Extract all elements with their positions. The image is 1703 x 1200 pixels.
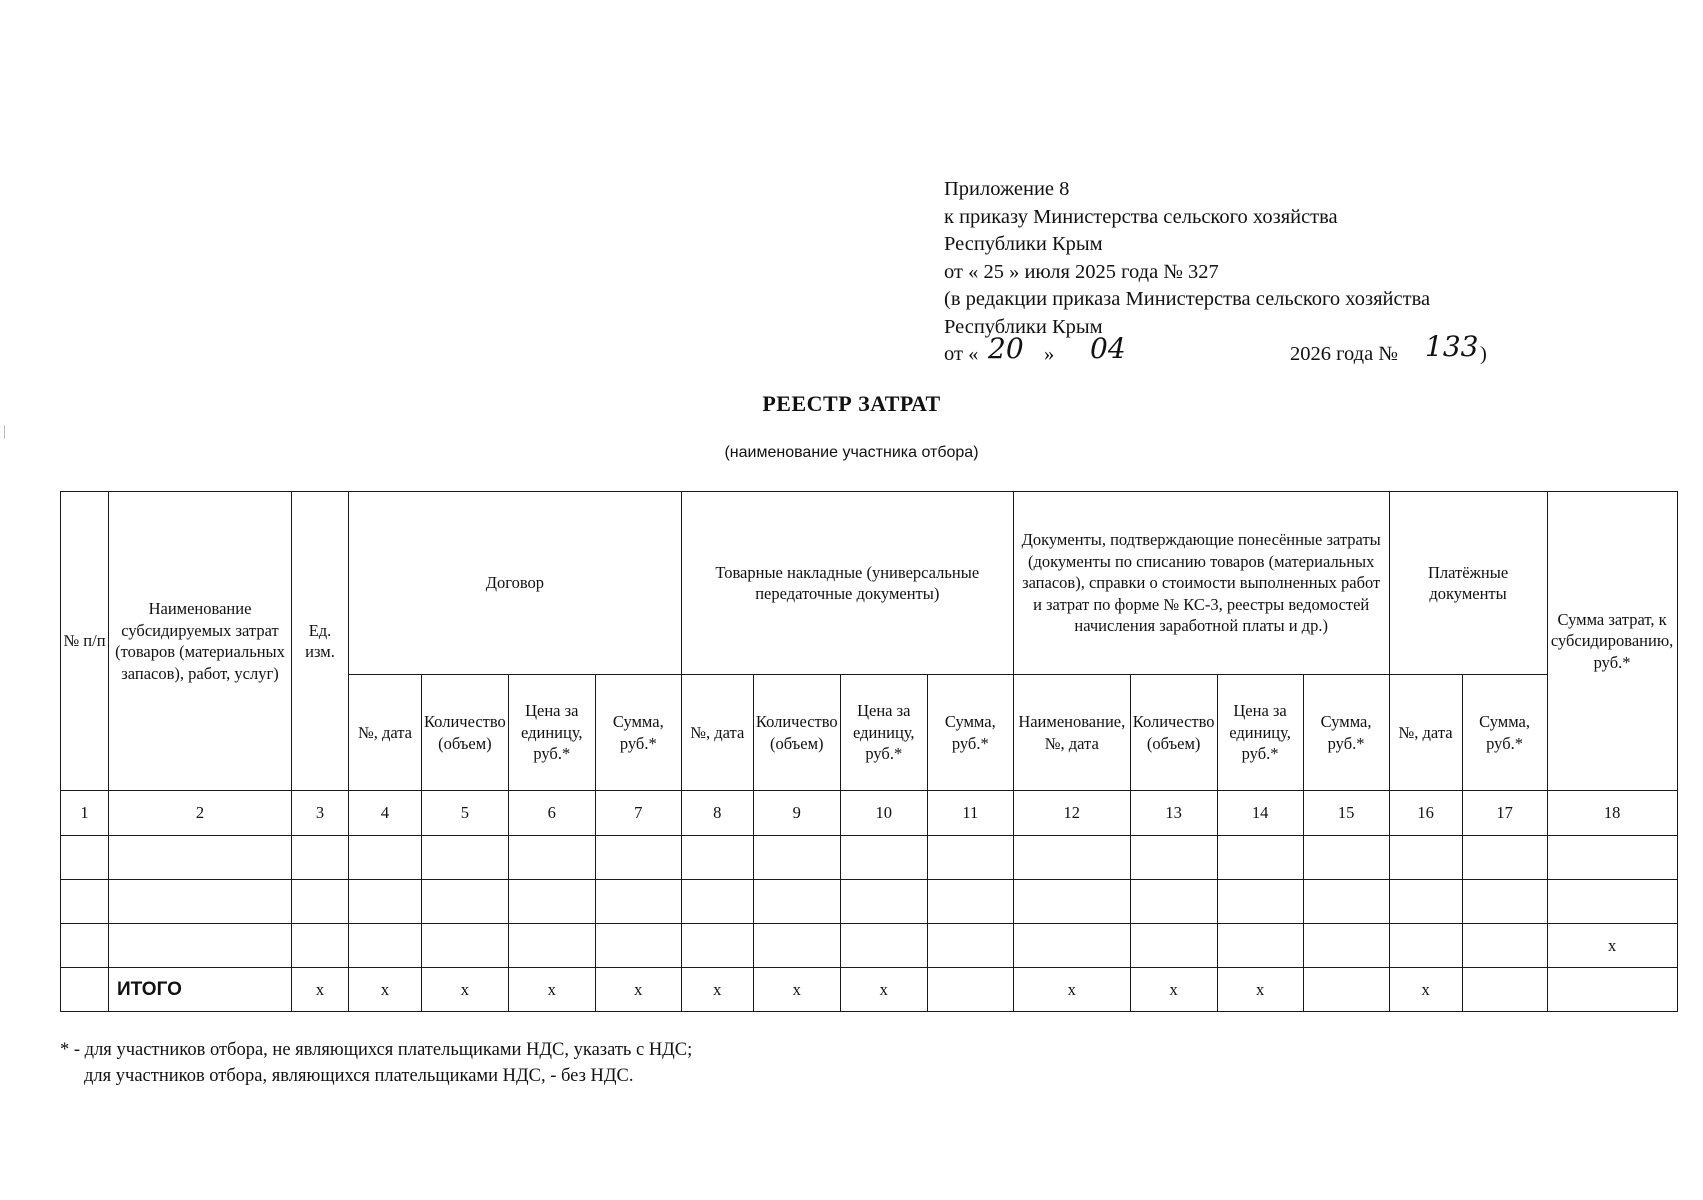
table-cell [61,880,109,924]
total-cell: x [681,968,753,1012]
header-supporting-docs: Документы, подтверждающие понесённые затраты (документы по списанию товаров (материальных запасов), справки о стоимости выполненных работ и затрат по форме № КС-3, реестры ведомостей начисления заработной платы и др.) [1013,492,1389,675]
sub-invoice-price: Цена за единицу, руб.* [840,675,927,791]
table-row [61,836,1678,880]
revision-note: (в редакции приказа Министерства сельского хозяйства [944,288,1431,310]
footnote-line-2: для участников отбора, являющихся плательщиками НДС, - без НДС. [84,1066,634,1086]
table-cell [109,924,292,968]
table-cell [595,836,681,880]
handwritten-day: 20 [988,332,1024,365]
table-cell [595,924,681,968]
table-cell [422,880,509,924]
total-cell: x [840,968,927,1012]
sub-invoice-sum: Сумма, руб.* [927,675,1013,791]
table-cell [1462,836,1547,880]
table-cell [595,880,681,924]
total-cell: x [753,968,840,1012]
table-cell [1389,836,1462,880]
order-reference: к приказу Министерства сельского хозяйства [944,205,1338,228]
column-number: 6 [508,791,595,836]
column-number-row [61,791,1678,836]
order-date: от « 25 » июля 2025 года № 327 [944,260,1219,283]
table-cell [1013,836,1130,880]
sub-doc-qty: Количество (объем) [1130,675,1217,791]
table-cell [109,836,292,880]
total-row [61,968,1678,1012]
participant-name-caption: (наименование участника отбора) [724,444,979,461]
table-cell [1547,836,1677,880]
column-number: 17 [1462,791,1547,836]
table-cell [61,924,109,968]
table-cell [1217,880,1303,924]
handwritten-order-number: 133 [1425,330,1479,363]
total-cell [1547,968,1677,1012]
column-number: 12 [1013,791,1130,836]
sub-payment-no: №, дата [1389,675,1462,791]
revision-close: ) [1480,343,1487,365]
document-title: РЕЕСТР ЗАТРАТ [762,391,941,416]
sub-payment-sum: Сумма, руб.* [1462,675,1547,791]
column-number: 4 [349,791,422,836]
header-cost-name: Наименование субсидируемых затрат (товаров (материальных запасов), работ, услуг) [109,492,292,791]
appendix-header [944,176,1487,369]
column-number: 18 [1547,791,1677,836]
sub-doc-sum: Сумма, руб.* [1303,675,1389,791]
revision-date-mid: » [1044,343,1055,365]
table-cell [1303,924,1389,968]
table-row [61,880,1678,924]
table-cell [1013,924,1130,968]
sub-contract-price: Цена за единицу, руб.* [508,675,595,791]
header-contract: Договор [349,492,682,675]
handwritten-month: 04 [1090,332,1126,365]
total-cell: x [1013,968,1130,1012]
header-unit: Ед. изм. [292,492,349,791]
revision-region: Республики Крым [944,315,1103,338]
table-cell [753,836,840,880]
column-number: 10 [840,791,927,836]
table-cell [292,836,349,880]
column-number: 8 [681,791,753,836]
table-cell [422,924,509,968]
table-cell [927,880,1013,924]
table-cell [681,836,753,880]
table-cell [1013,880,1130,924]
table-cell [109,880,292,924]
column-number: 14 [1217,791,1303,836]
total-label: ИТОГО [109,968,292,1012]
sub-contract-no: №, дата [349,675,422,791]
total-cell: x [1389,968,1462,1012]
table-cell [1130,880,1217,924]
table-cell [508,924,595,968]
total-cell: x [1130,968,1217,1012]
revision-date-prefix: от « [944,343,979,365]
column-number: 1 [61,791,109,836]
table-cell [927,924,1013,968]
header-total-sum: Сумма затрат, к субсидированию, руб.* [1547,492,1677,791]
table-cell [840,880,927,924]
total-cell [1462,968,1547,1012]
column-number: 3 [292,791,349,836]
column-number: 13 [1130,791,1217,836]
total-cell [1303,968,1389,1012]
table-cell [292,924,349,968]
header-row-1 [61,492,1678,675]
sub-doc-name: Наименование, №, дата [1013,675,1130,791]
table-row [61,924,1678,968]
revision-date-line [944,330,1487,369]
table-cell [1462,924,1547,968]
total-cell: x [1217,968,1303,1012]
total-cell: x [422,968,509,1012]
table-cell [681,924,753,968]
sub-contract-sum: Сумма, руб.* [595,675,681,791]
table-cell [292,880,349,924]
sub-contract-qty: Количество (объем) [422,675,509,791]
table-cell [753,880,840,924]
header-payments: Платёжные документы [1389,492,1547,675]
table-cell [1130,924,1217,968]
sub-invoice-qty: Количество (объем) [753,675,840,791]
table-cell [61,968,109,1012]
table-cell [681,880,753,924]
appendix-number: Приложение 8 [944,178,1070,200]
table-cell-x: x [1547,924,1677,968]
table-cell [1389,924,1462,968]
table-cell [61,836,109,880]
total-cell: x [508,968,595,1012]
column-number: 5 [422,791,509,836]
table-cell [1130,836,1217,880]
table-cell [508,836,595,880]
table-cell [349,924,422,968]
table-cell [1389,880,1462,924]
header-num: № п/п [61,492,109,791]
table-cell [1462,880,1547,924]
column-number: 9 [753,791,840,836]
table-cell [1217,924,1303,968]
table-cell [927,836,1013,880]
column-number: 11 [927,791,1013,836]
table-cell [349,836,422,880]
sub-invoice-no: №, дата [681,675,753,791]
total-cell [927,968,1013,1012]
table-cell [422,836,509,880]
table-cell [349,880,422,924]
total-cell: x [349,968,422,1012]
table-cell [840,836,927,880]
table-cell [508,880,595,924]
footnote-line-1: * - для участников отбора, не являющихся плательщиками НДС, указать с НДС; [60,1040,693,1060]
region-name: Республики Крым [944,233,1103,255]
table-cell [1217,836,1303,880]
table-cell [840,924,927,968]
column-number: 7 [595,791,681,836]
table-cell [1547,880,1677,924]
table-cell [753,924,840,968]
total-cell: x [292,968,349,1012]
scan-artifact [4,425,5,439]
column-number: 15 [1303,791,1389,836]
column-number: 2 [109,791,292,836]
total-cell: x [595,968,681,1012]
table-cell [1303,836,1389,880]
vat-footnote [60,1037,692,1089]
revision-year: 2026 года № [1290,343,1398,365]
sub-doc-price: Цена за единицу, руб.* [1217,675,1303,791]
column-number: 16 [1389,791,1462,836]
cost-registry-table [60,491,1678,1012]
table-cell [1303,880,1389,924]
header-invoices: Товарные накладные (универсальные передаточные документы) [681,492,1013,675]
